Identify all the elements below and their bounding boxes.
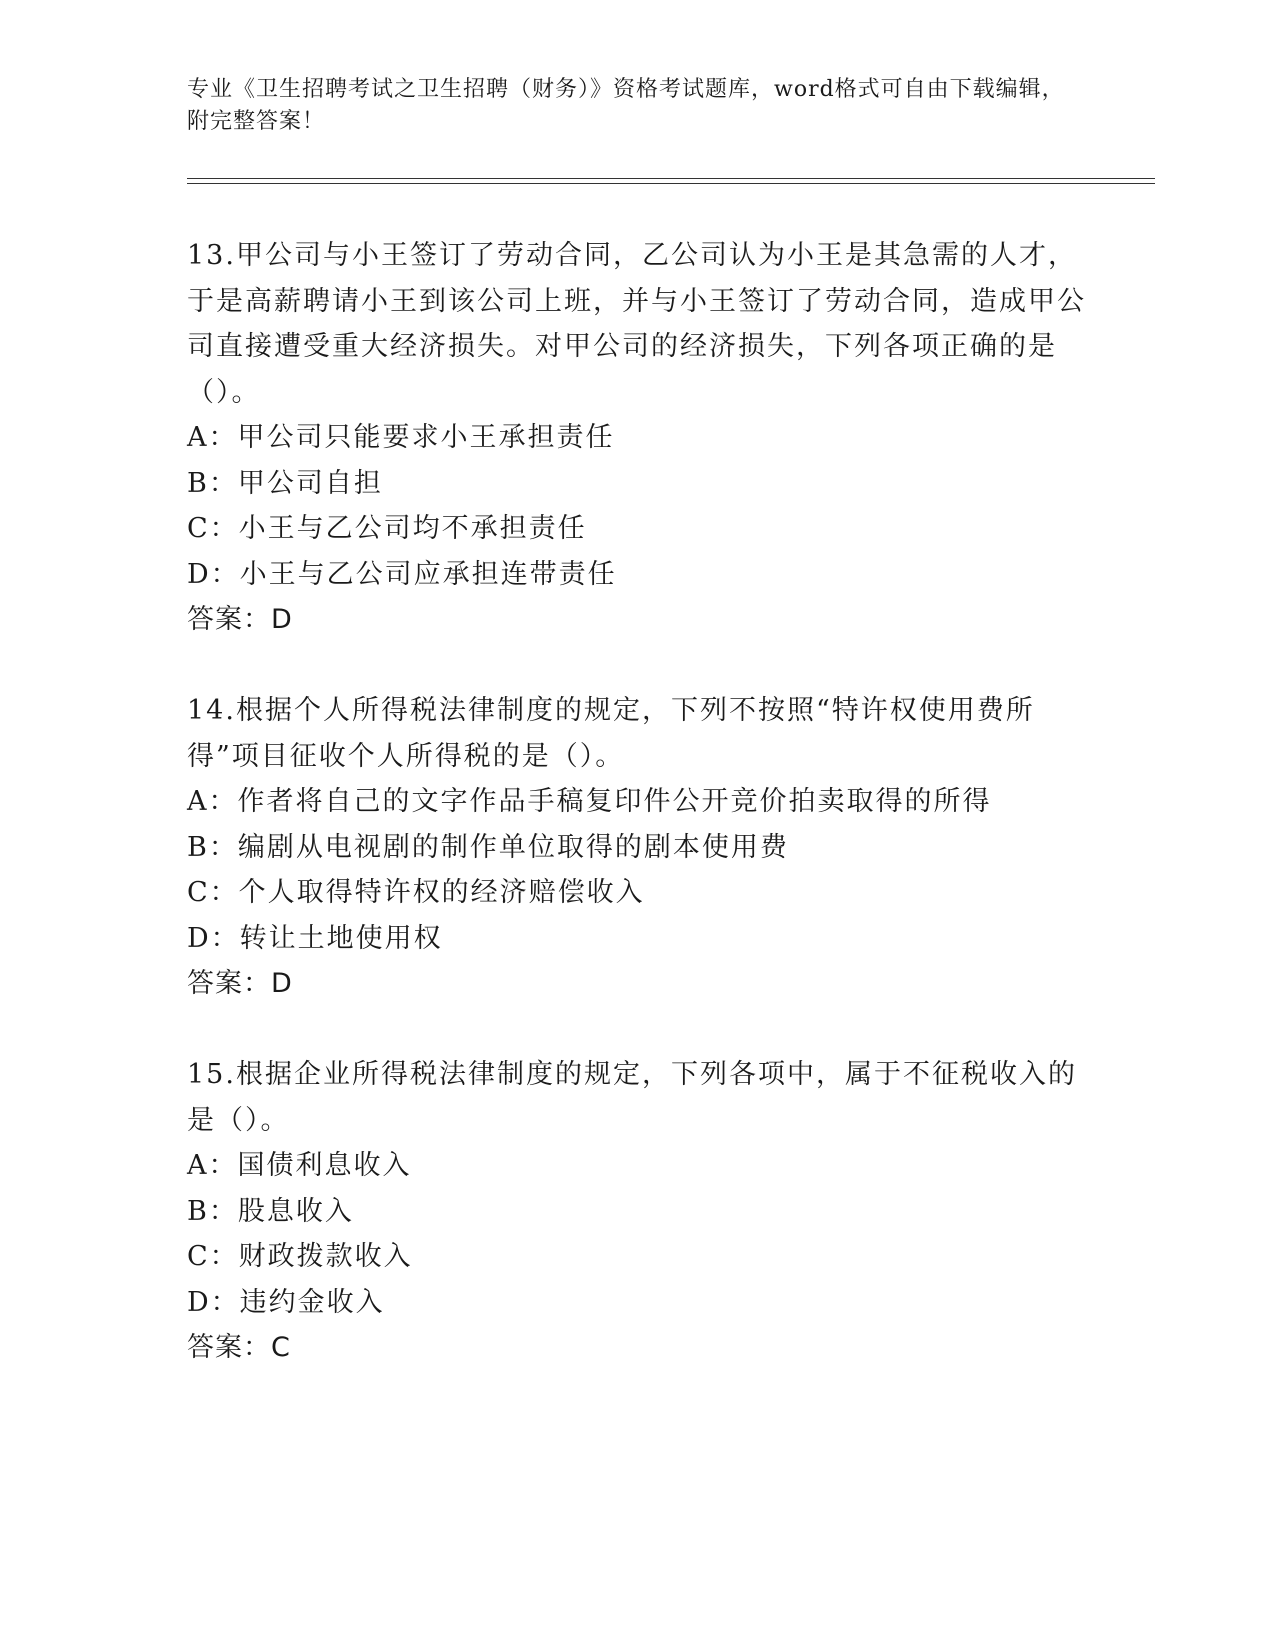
option-a: A：国债利息收入 — [187, 1150, 412, 1181]
answer-line: 答案：C — [187, 1332, 291, 1363]
option-b: B：甲公司自担 — [187, 467, 383, 499]
option-d: D：转让土地使用权 — [187, 922, 443, 954]
question-15 — [187, 1052, 1087, 1370]
document-header: 专业《卫生招聘考试之卫生招聘（财务）》资格考试题库，word格式可自由下载编辑，附完整答案！ — [187, 77, 1065, 134]
option-d: D：小王与乙公司应承担连带责任 — [187, 558, 617, 590]
option-d: D：违约金收入 — [187, 1286, 385, 1318]
question-stem: 13.甲公司与小王签订了劳动合同，乙公司认为小王是其急需的人才，于是高薪聘请小王到该公司上班，并与小王签订了劳动合同，造成甲公司直接遭受重大经济损失。对甲公司的经济损失，下列各项正确的是（）。 — [187, 240, 1086, 408]
answer-line: 答案：D — [187, 604, 293, 635]
option-a: A：作者将自己的文字作品手稿复印件公开竞价拍卖取得的所得 — [187, 786, 992, 817]
question-stem: 14.根据个人所得税法律制度的规定，下列不按照“特许权使用费所得”项目征收个人所得税的是（）。 — [187, 695, 1035, 772]
option-b: B：股息收入 — [187, 1195, 354, 1227]
option-c: C：小王与乙公司均不承担责任 — [187, 513, 587, 544]
question-stem: 15.根据企业所得税法律制度的规定，下列各项中，属于不征税收入的是（）。 — [187, 1059, 1077, 1136]
header-divider-top — [187, 178, 1155, 179]
answer-line: 答案：D — [187, 968, 293, 999]
option-a: A：甲公司只能要求小王承担责任 — [187, 422, 615, 453]
option-b: B：编剧从电视剧的制作单位取得的剧本使用费 — [187, 831, 789, 863]
question-14 — [187, 688, 1087, 1006]
option-c: C：财政拨款收入 — [187, 1241, 413, 1272]
header-divider-bottom — [187, 183, 1155, 184]
option-c: C：个人取得特许权的经济赔偿收入 — [187, 877, 645, 908]
question-13 — [187, 233, 1087, 642]
